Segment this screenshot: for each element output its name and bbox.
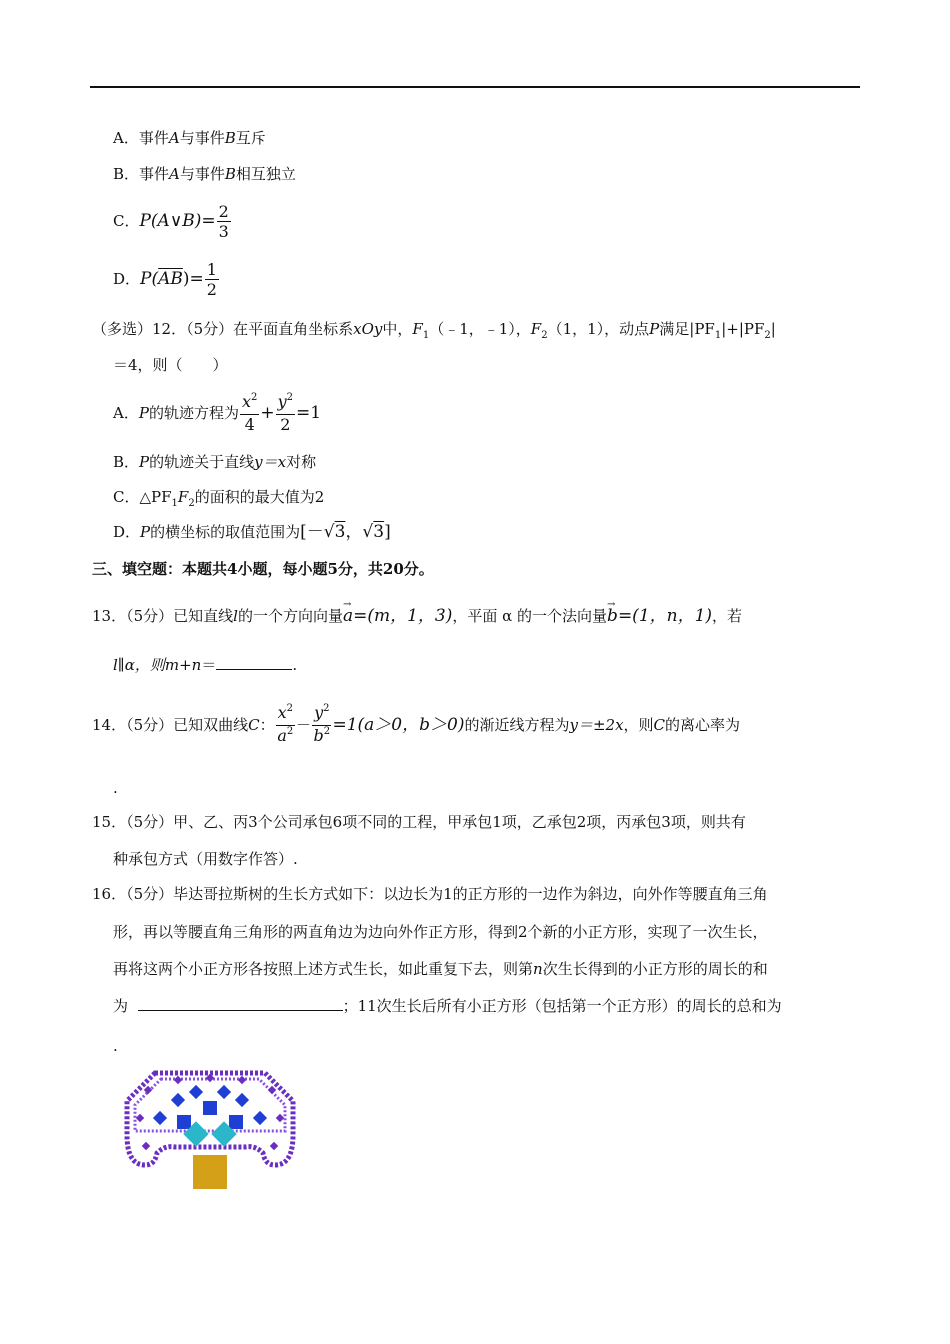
- q15-line1: 15．（5分）甲、乙、丙3个公司承包6项不同的工程，甲承包1项，乙承包2项，丙承包3项，则共有: [92, 813, 746, 831]
- q13-line2: l∥α，则m+n＝ .: [113, 656, 298, 674]
- pythagoras-tree-figure: [115, 1065, 305, 1193]
- q14-line1: 14．（5分）已知双曲线C： $\frac{x^2}{a^2}$ － $\frac{y^2}{b^2}$ =1(a＞0，b＞0)的渐近线方程为y＝±2x，则C的离心率为: [92, 702, 741, 745]
- q16-answer-blank[interactable]: [138, 996, 343, 1011]
- q12-option-b: B．P的轨迹关于直线y＝x对称: [113, 453, 317, 471]
- q16-line2: 形，再以等腰直角三角形的两直角边为边向外作正方形，得到2个新的小正方形，实现了一次生长，: [113, 923, 768, 941]
- section-3-heading: 三、填空题：本题共4小题，每小题5分，共20分。: [92, 560, 434, 578]
- q16-line1: 16．（5分）毕达哥拉斯树的生长方式如下：以边长为1的正方形的一边作为斜边，向外作等腰直角三角: [92, 885, 768, 903]
- q12-option-d: D．P的横坐标的取值范围为[－√3，√3]: [113, 522, 391, 542]
- tree-leaf-clusters: [127, 1073, 293, 1165]
- q12-stem-line1: （多选）12．（5分）在平面直角坐标系xOy中，$F_1(﹣1$，﹣1），$F_2(1$，1），动点P满足$|PF_1|+|PF_2|$: [92, 320, 776, 341]
- header-rule: [90, 86, 860, 88]
- q15-line2: 种承包方式（用数字作答）.: [113, 850, 298, 868]
- q12-stem-line2: ＝4，则（ ）: [113, 356, 228, 374]
- q13-line1: 13．（5分）已知直线l的一个方向向量→ a=(m，1，3)，平面 α 的一个法向量→ b=(1，n，1)，若: [92, 606, 742, 626]
- q11-option-d: D．$P(\overline{AB})=$ $\frac{1}{2}$: [113, 259, 217, 299]
- q12-option-c: C．$\triangle PF_1F_2$的面积的最大值为2: [113, 488, 325, 509]
- tree-trunk-square: [193, 1155, 227, 1189]
- q16-answer-dot: .: [113, 1037, 118, 1055]
- q13-answer-blank[interactable]: [216, 655, 292, 670]
- q11-option-a: A．事件A与事件B互斥: [113, 129, 266, 147]
- q16-line4: 为 ；11次生长后所有小正方形（包括第一个正方形）的周长的总和为: [113, 997, 782, 1015]
- q11-option-b: B．事件A与事件B相互独立: [113, 165, 296, 183]
- q16-line3: 再将这两个小正方形各按照上述方式生长，如此重复下去，则第n次生长得到的小正方形的周长的和: [113, 960, 768, 978]
- q12-option-a: A．P的轨迹方程为 $\frac{x^2}{4}$ + $\frac{y^2}{2}$ =1: [113, 392, 322, 434]
- q14-answer-dot: .: [113, 779, 118, 797]
- tree-teal-squares: [183, 1121, 236, 1146]
- tree-blue-squares: [153, 1085, 267, 1129]
- q11-option-c: C．P(A∨B)= $\frac{2}{3}$: [113, 201, 229, 241]
